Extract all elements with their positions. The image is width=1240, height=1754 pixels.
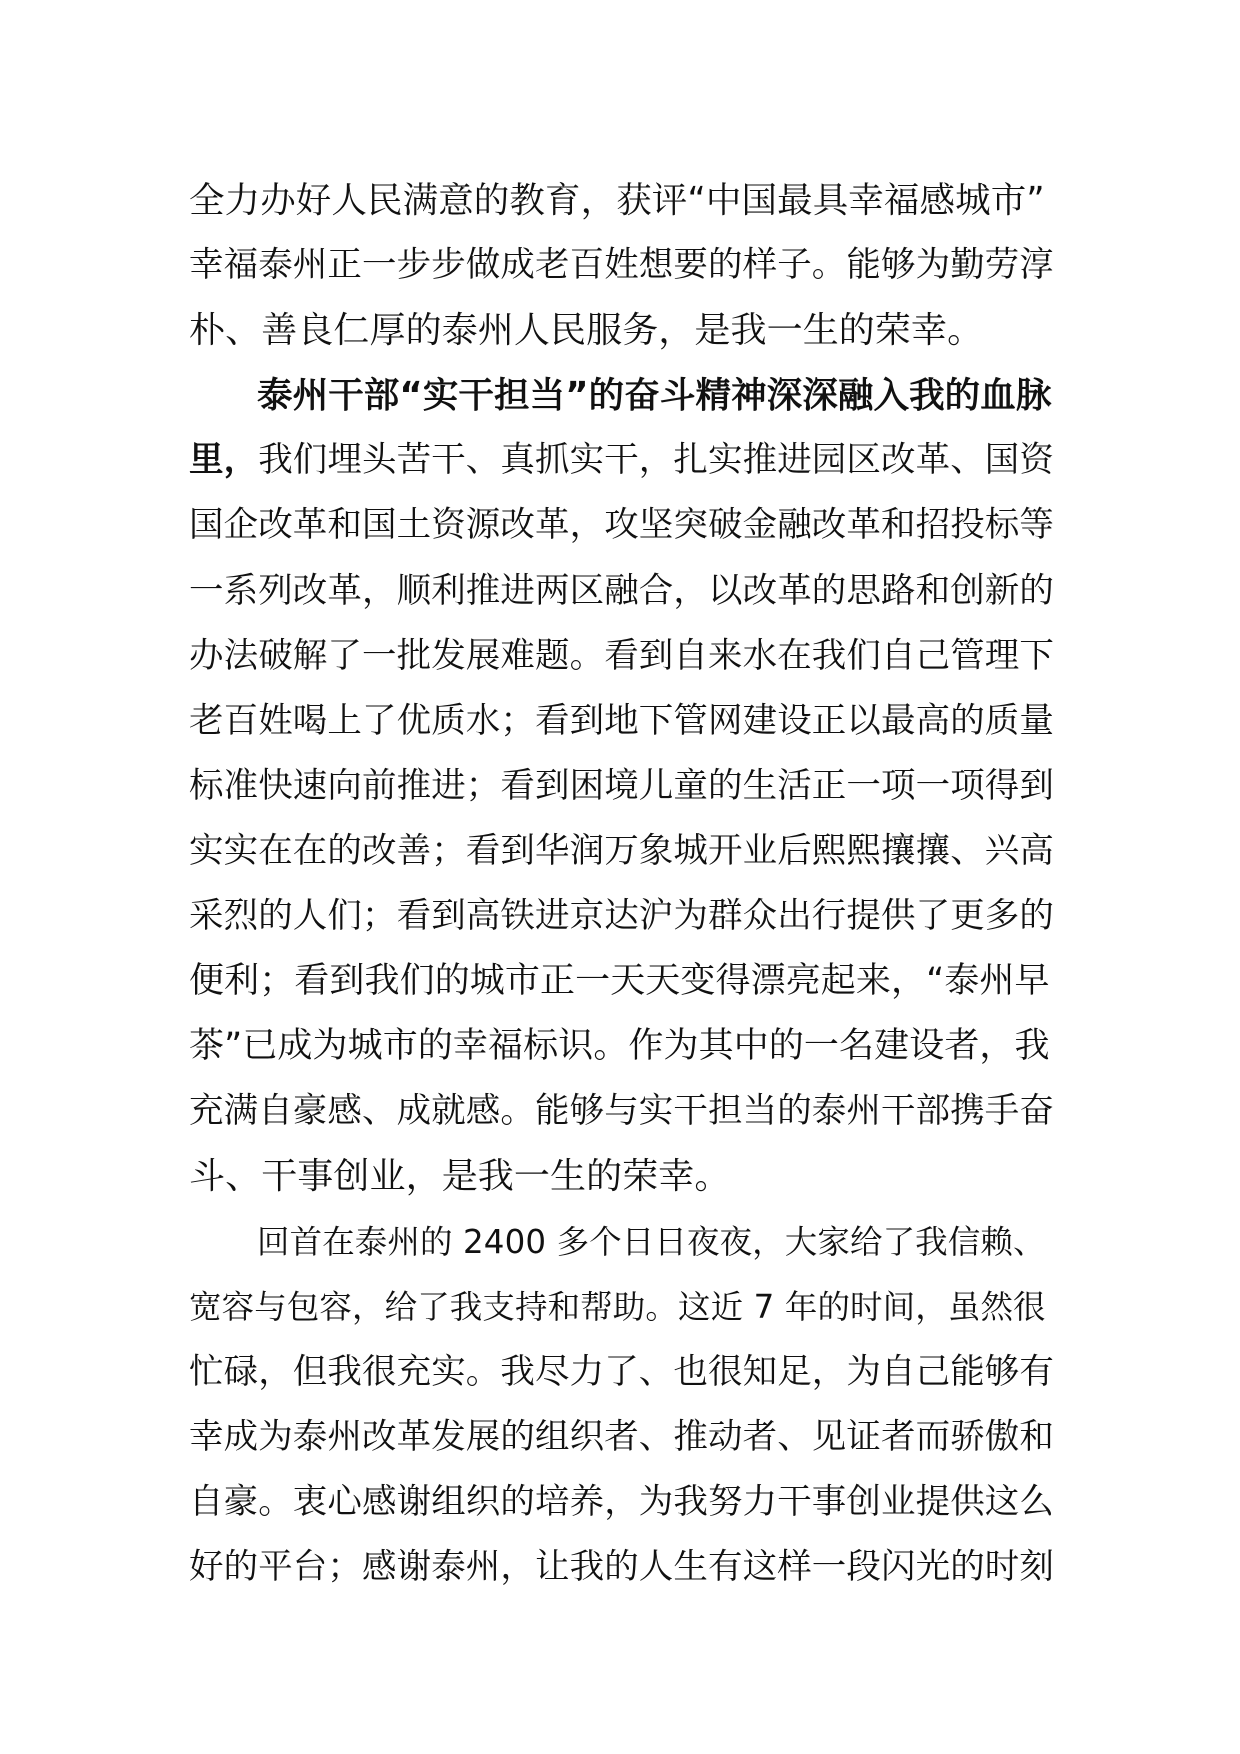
text-line [189,754,1055,819]
text-line [189,1340,1055,1405]
text-segment: 国企改革和国土资源改革，攻坚突破金融改革和招投标等 [189,505,1054,546]
text-segment: 老百姓喝上了优质水；看到地下管网建设正以最高的质量 [189,700,1054,741]
text-line [189,819,1055,884]
text-segment: 自豪。衷心感谢组织的培养，为我努力干事创业提供这么 [189,1481,1054,1522]
text-line [189,1405,1055,1470]
text-segment: 充满自豪感、成就感。能够与实干担当的泰州干部携手奋 [189,1091,1054,1132]
text-segment: 幸成为泰州改革发展的组织者、推动者、见证者而骄傲和 [189,1416,1054,1457]
text-line [189,233,1055,298]
text-line [189,1079,1055,1144]
text-segment: 回首在泰州的 2400 多个日日夜夜，大家给了我信赖、 [257,1222,1046,1261]
text-line [189,1470,1055,1535]
text-segment: 采烈的人们；看到高铁进京达沪为群众出行提供了更多的 [189,896,1054,937]
text-line [189,949,1055,1014]
text-segment: 我们埋头苦干、真抓实干，扎实推进园区改革、国资 [258,440,1055,481]
text-line [189,559,1055,624]
text-segment: 一系列改革，顺利推进两区融合，以改革的思路和创新的 [189,570,1054,611]
text-segment: 便利；看到我们的城市正一天天变得漂亮起来，“泰州早 [189,961,1050,1002]
text-line [189,493,1055,558]
text-segment: 朴、善良仁厚的泰州人民服务，是我一生的荣幸。 [189,310,984,352]
text-line [189,1014,1055,1079]
text-line [189,428,1055,493]
text-line [189,1144,1055,1209]
text-line [189,884,1055,949]
text-line [189,1275,1055,1340]
text-segment: 忙碌，但我很充实。我尽力了、也很知足，为自己能够有 [189,1351,1054,1392]
text-segment: 好的平台；感谢泰州，让我的人生有这样一段闪光的时刻 [189,1546,1054,1587]
text-line [189,363,1055,428]
bold-text-segment: 里， [189,440,259,481]
text-line [189,1535,1055,1600]
text-segment: 宽容与包容，给了我支持和帮助。这近 7 年的时间，虽然很 [189,1287,1046,1326]
bold-text-segment: 泰州干部“实干担当”的奋斗精神深深融入我的血脉 [257,375,1052,417]
text-line [189,168,1055,233]
text-segment: 幸福泰州正一步步做成老百姓想要的样子。能够为勤劳淳 [189,245,1054,286]
text-line [189,1210,1055,1275]
text-line [189,689,1055,754]
text-segment: 茶”已成为城市的幸福标识。作为其中的一名建设者，我 [189,1026,1050,1067]
document-body [189,168,1055,1600]
text-segment: 办法破解了一批发展难题。看到自来水在我们自己管理下 [189,635,1054,676]
text-segment: 实实在在的改善；看到华润万象城开业后熙熙攘攘、兴高 [189,830,1054,871]
text-line [189,298,1055,363]
text-segment: 斗、干事创业，是我一生的荣幸。 [189,1156,731,1198]
text-segment: 标准快速向前推进；看到困境儿童的生活正一项一项得到 [189,765,1054,806]
text-line [189,624,1055,689]
text-segment: 全力办好人民满意的教育，获评“中国最具幸福感城市” [189,180,1045,221]
